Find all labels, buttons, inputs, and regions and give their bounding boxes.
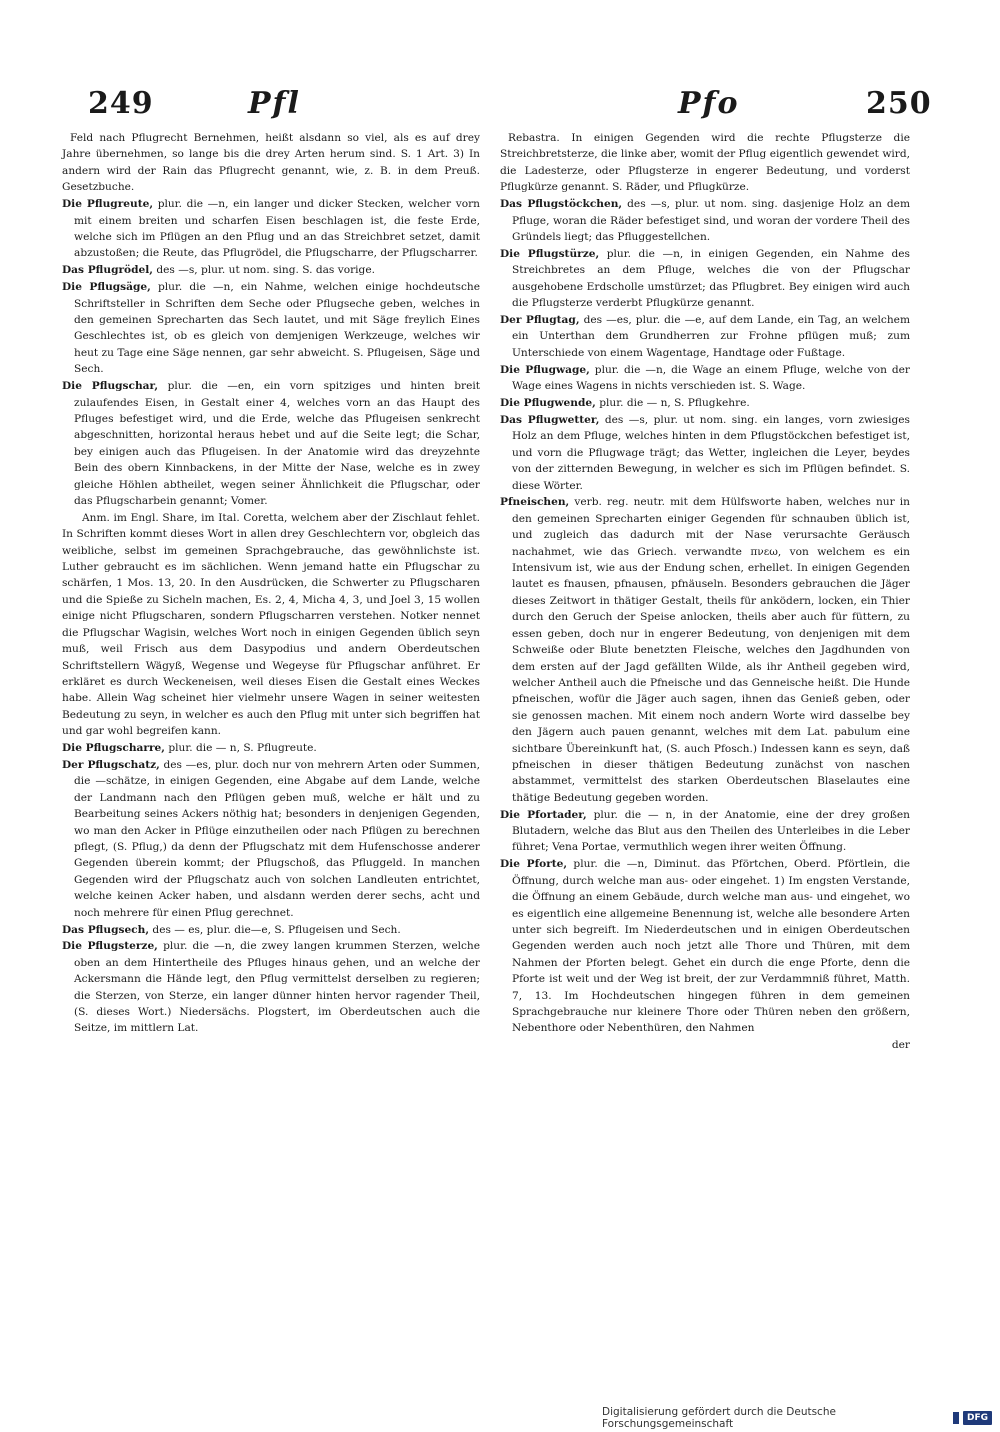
entry-text: plur. die —n, Diminut. das Pförtchen, Oberd. Pförtlein, die Öffnung, durch welche man aus- oder eingehet. 1) Im engsten Verstande, die Öffnung an einem Gebäude, durch welche man aus- und eingehet, wo es eigentlich eine allgemeine Benennung ist, welche alle besondere Arten unter sich begreift. Im Niederdeutschen und in einigen Oberdeutschen Gegenden werden auch noch jetzt alle Thore und Thüren, mit dem Nahmen der Pforten belegt. Gehet ein durch die enge Pforte, denn die Pforte ist weit und der Weg ist breit, der zur Verdammniß führet, Matth. 7, 13. Im Hochdeutschen hingegen führen in dem gemeinen Sprachgebrauche nur kleinere Thore oder Thüren neben den größern, Nebenthore oder Nebenthüren, den Nahmen xyxy=(512,858,910,1035)
dictionary-entry xyxy=(500,312,910,361)
right-page-number: 250 xyxy=(866,86,932,121)
entry-headword: Der Pflugtag, xyxy=(500,313,580,326)
footer-credit xyxy=(602,1407,992,1429)
separator-bar-icon xyxy=(953,1412,959,1424)
dictionary-entry xyxy=(62,378,480,509)
dictionary-entry xyxy=(62,740,480,756)
entry-headword: Das Pflugwetter, xyxy=(500,413,600,426)
entry-text: plur. die —n, die zwey langen krummen Sterzen, welche oben an dem Hintertheile des Pfluges hinaus gehen, und an welche der Ackersmann die Hände legt, den Pflug vermittelst derselben zu regieren; die Sterzen, von Sterze, ein langer dünner hinten hervor ragender Theil, (S. dieses Wort.) Niedersächs. Plogstert, im Oberdeutschen auch die Seitze, im mittlern Lat. xyxy=(74,940,480,1035)
dictionary-entry xyxy=(62,938,480,1036)
entry-headword: Die Pflugstürze, xyxy=(500,247,600,260)
dictionary-entry xyxy=(500,494,910,806)
entry-headword: Die Pflugschar, xyxy=(62,380,159,393)
entry-text: plur. die —n, ein Nahme, welchen einige hochdeutsche Schriftsteller in Schriften dem Seche oder Pflugseche geben, welches in den gemeinen Sprecharten das Sech lautet, und mit Säge freylich Eines Geschlechtes ist, ob es gleich von demjenigen Werkzeuge, welches wir heut zu Tage eine Säge nennen, gar sehr abweicht. S. Pflugeisen, Säge und Sech. xyxy=(74,281,480,376)
dictionary-entry xyxy=(500,395,910,411)
entry-text: des —es, plur. doch nur von mehrern Arten oder Summen, die —schätze, in einigen Gegenden, eine Abgabe auf dem Lande, welche der Landmann nach den Pflügen geben muß, welche er hält und zu Bearbeitung seines Ackers nöthig hat; besonders in denjenigen Gegenden, wo man den Acker in Pflüge einzutheilen oder nach Pflügen zu berechnen pflegt, (S. Pflug,) da denn der Pflugschatz mit dem Hufenschosse anderer Gegenden überein kommt; der Pflugschoß, das Pfluggeld. In manchen Gegenden wird der Pflugschatz auch von solchen Landleuten entrichtet, welche keinen Acker haben, und alsdann werden derer sechs, acht und noch mehrere für einen Pflug gerechnet. xyxy=(74,758,480,919)
entry-text: plur. die —n, die Wage an einem Pfluge, welche von der Wage eines Wagens in nichts verschieden ist. S. Wage. xyxy=(512,363,910,393)
dictionary-entry xyxy=(500,412,910,494)
entry-headword: Die Pflugsterze, xyxy=(62,940,158,953)
entry-text: plur. die — n, S. Pflugkehre. xyxy=(599,397,750,409)
entry-headword: Die Pforte, xyxy=(500,858,568,871)
entry-text: Feld nach Pflugrecht Bernehmen, heißt alsdann so viel, als es auf drey Jahre übernehmen, so lange bis die drey Arten herum sind. S. 1 Art. 3) In andern wird der Rain das Pflugrecht genannt, wie, z. B. in dem Preuß. Gesetzbuche. xyxy=(62,132,480,194)
dictionary-entry xyxy=(500,856,910,1036)
entry-text: des —s, plur. ut nom. sing. ein langes, vorn zwiesiges Holz an dem Pfluge, welches hinten in dem Pflugstöckchen befestiget ist, und vorn die Pflugwage trägt; das Wetter, ingleichen die Leyer, beydes von der zitternden Bewegung, in welcher es sich im Pflügen befindet. S. diese Wörter. xyxy=(512,413,910,492)
dictionary-entry xyxy=(500,246,910,312)
dictionary-entry xyxy=(62,757,480,921)
entry-headword: Die Pflugsäge, xyxy=(62,281,151,294)
entry-headword: Die Pfortader, xyxy=(500,808,587,821)
entry-headword: Die Pflugwage, xyxy=(500,363,590,376)
left-column xyxy=(62,130,480,1037)
entry-text: plur. die —n, in einigen Gegenden, ein Nahme des Streichbretes an dem Pfluge, welches die von der Pflugschar ausgehobene Erdscholle umstürzet; das Pflugbret. Bey einigen wird auch die Pflugsterze verderbt Pflugkürze genannt. xyxy=(512,247,910,310)
entry-headword: Pfneischen, xyxy=(500,496,570,509)
entry-text: des —es, plur. die —e, auf dem Lande, ein Tag, an welchem ein Unterthan dem Grundherren zur Frohne pflügen muß; zum Unterschiede von einem Wagentage, Handtage oder Fußtage. xyxy=(512,313,911,359)
entry-text: des —s, plur. ut nom. sing. S. das vorige. xyxy=(156,264,375,277)
entry-headword: Das Pflugstöckchen, xyxy=(500,198,623,211)
dictionary-entry xyxy=(500,807,910,856)
dfg-logo: DFG xyxy=(963,1411,992,1425)
entry-continuation xyxy=(500,130,910,196)
footer-text: Digitalisierung gefördert durch die Deutsche Forschungsgemeinschaft xyxy=(602,1406,836,1430)
dictionary-entry xyxy=(500,362,910,395)
entry-text: Rebastra. In einigen Gegenden wird die rechte Pflugsterze die Streichbretsterze, die linke aber, womit der Pflug eigentlich gewendet wird, die Ladesterze, oder Pflugsterze in engerer Bedeutung, und vorderst Pflugkürze genannt. S. Räder, und Pflugkürze. xyxy=(500,132,910,194)
entry-headword: Der Pflugschatz, xyxy=(62,758,160,771)
entry-text: plur. die —n, ein langer und dicker Stecken, welcher vorn mit einem breiten und scharfen Eisen beschlagen ist, die feste Erde, welche sich im Pflügen an den Pflug und an das Streichbret setzet, damit abzustoßen; die Reute, das Pflugrödel, die Pflugscharre, der Pflugscharrer. xyxy=(74,198,480,260)
entry-headword: Die Pflugscharre, xyxy=(62,742,165,755)
dictionary-entry xyxy=(62,279,480,377)
entry-headword: Die Pflugwende, xyxy=(500,397,596,409)
entry-text: des — es, plur. die—e, S. Pflugeisen und Sech. xyxy=(152,923,401,936)
dictionary-entry xyxy=(62,196,480,262)
entry-headword: Die Pflugreute, xyxy=(62,198,154,211)
left-page-number: 249 xyxy=(88,86,154,121)
dictionary-entry xyxy=(500,196,910,245)
entry-headword: Das Pflugsech, xyxy=(62,923,150,936)
entry-text: des —s, plur. ut nom. sing. dasjenige Holz an dem Pfluge, woran die Räder befestiget sind, und woran der vordere Theil des Gründels liegt; das Pfluggestellchen. xyxy=(512,198,910,243)
entry-text: plur. die — n, S. Pflugreute. xyxy=(168,742,317,755)
dictionary-entry xyxy=(62,262,480,278)
entry-headword: Das Pflugrödel, xyxy=(62,264,153,277)
entry-note xyxy=(62,510,480,740)
entry-text: Anm. im Engl. Share, im Ital. Coretta, welchem aber der Zischlaut fehlet. In Schriften kommt dieses Wort in allen drey Geschlechtern vor, obgleich das weibliche, selbst im gemeinen Sprachgebrauche, das gewöhnlichste ist. Luther gebraucht es im sächlichen. Wenn jemand hatte ein Pflugschar zu schärfen, 1 Mos. 13, 20. In den Ausdrücken, die Schwerter zu Pflugscharen und die Spieße zu Sicheln machen, Es. 2, 4, Micha 4, 3, und Joel 3, 15 wollen einige nicht Pflugscharen, sondern Pflugscharren verstehen. Notker nennet die Pflugschar Wagisin, welches Wort noch in einigen Gegenden üblich seyn muß, weil Frisch aus dem Dasypodius und andern Oberdeutschen Schriftstellern Wägyß, Wegense und Wegeyse für Pflugschar anführet. Er erkläret es durch Weckeneisen, weil dieses Eisen die Gestalt eines Weckes habe. Allein Wag scheinet hier vielmehr unsere Wagen in seiner weitesten Bedeutung zu seyn, in welcher es auch den Pflug mit unter sich begriffen hat und gar wohl begreifen kann. xyxy=(62,511,480,738)
entry-continuation xyxy=(62,130,480,196)
catchword: der xyxy=(891,1039,910,1052)
entry-text: plur. die — n, in der Anatomie, eine der drey großen Blutadern, welche das Blut aus den Theilen des Unterleibes in die Leber führet; Vena Portae, vermuthlich wegen ihrer weiten Öffnung. xyxy=(512,808,910,854)
entry-text: plur. die —en, ein vorn spitziges und hinten breit zulaufendes Eisen, in Gestalt einer 4, welches vorn an das Haupt des Pfluges befestiget wird, und die Erde, welche das Pflugeisen senkrecht abgeschnitten, horizontal heraus hebet und auf die Seite legt; die Schar, bey einigen auch das Pflugeisen. In der Anatomie wird das dreyzehnte Bein des obern Kinnbackens, in der Mitte der Nase, welche es in zwey gleiche Höhlen abtheilet, wegen seiner Ähnlichkeit die Pflugschar, oder das Pflugscharbein genannt; Vomer. xyxy=(74,380,480,507)
entry-text: verb. reg. neutr. mit dem Hülfsworte haben, welches nur in den gemeinen Sprecharten einiger Gegenden für schnauben üblich ist, und zugleich das dadurch mit der Nase verursachte Geräusch nachahmet, wie das Griech. verwandte πνεω, von welchem es ein Intensivum ist, wie aus der Endung schen, erhellet. In einigen Gegenden lautet es fnausen, pfnausen, pfnäuseln. Besonders gebrauchen die Jäger dieses Zeitwort in thätiger Gestalt, theils für anködern, locken, ein Thier durch den Geruch der Speise anlocken, theils aber auch für füttern, zu essen geben, doch nur in engerer Bedeutung, von denjenigen mit dem Schweiße oder Blute benetzten Fleische, welches den Jagdhunden von dem ersten auf der Jagd gefällten Wilde, als ihr Antheil gegeben wird, welcher Antheil auch die Pfneische und das Genneische heißt. Die Hunde pfneischen, wofür die Jäger auch sagen, ihnen das Genieß geben, oder sie genossen machen. Mit einem noch andern Worte wird dasselbe bey den Jägern auch pauen genannt, welches mit dem Lat. pabulum eine sichtbare Übereinkunft hat, (S. auch Pfosch.) Indessen kann es seyn, daß pfneischen in dieser thätigen Bedeutung zunächst von naschen abstammet, vermittelst des starken Oberdeutschen Blaselautes eine thätige Bedeutung gegeben worden. xyxy=(512,496,910,804)
left-running-headword: Pfl xyxy=(248,86,301,121)
dictionary-entry xyxy=(62,922,480,938)
right-column xyxy=(500,130,910,1054)
right-running-headword: Pfo xyxy=(678,86,740,121)
